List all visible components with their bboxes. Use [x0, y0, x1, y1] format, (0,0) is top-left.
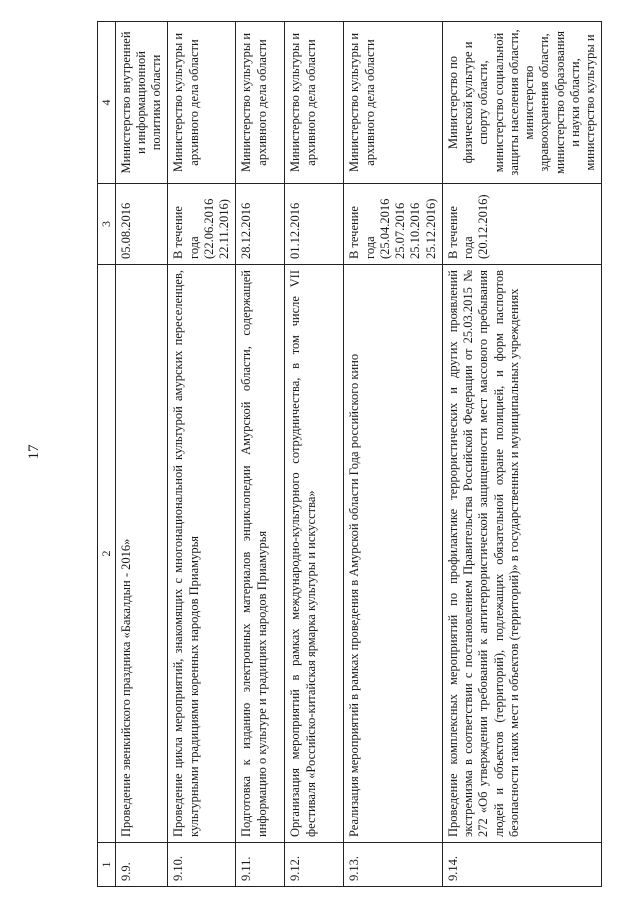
rotated-content [97, 22, 627, 887]
row-responsible: Министерство культуры и архивного дела области [236, 22, 285, 184]
deadline-line: 25.07.2016 [393, 202, 408, 259]
deadline-line: 25.10.2016 [408, 202, 423, 259]
table-row [236, 22, 285, 887]
table-row [285, 22, 344, 887]
row-number: 9.13. [344, 843, 443, 887]
table-header-row [98, 22, 116, 887]
deadline-line: года [186, 236, 201, 259]
deadline-line: В течение [347, 206, 362, 259]
row-activity: Подготовка к изданию электронных материалов энциклопедии Амурской области, содержащей информацию о культуре и традициях народов Приамурья [236, 265, 285, 843]
table-row [442, 22, 602, 887]
header-col-4: 4 [98, 22, 116, 184]
deadline-line: года [461, 236, 476, 259]
row-responsible: Министерство культуры и архивного дела области [285, 22, 344, 184]
deadline-line: 01.12.2016 [288, 202, 303, 259]
header-col-3: 3 [98, 184, 116, 265]
events-table [97, 21, 602, 887]
header-col-1: 1 [98, 843, 116, 887]
row-activity: Реализация мероприятий в рамках проведения в Амурской области Года российского кино [344, 265, 443, 843]
row-responsible: Министерство культуры и архивного дела области [168, 22, 236, 184]
table-row [115, 22, 168, 887]
row-deadline [236, 184, 285, 265]
row-number: 9.11. [236, 843, 285, 887]
deadline-line: В течение [171, 206, 186, 259]
deadline-line: 05.08.2016 [118, 202, 133, 259]
rotated-page [97, 22, 627, 887]
row-responsible: Министерство внутренней и информационной политики области [115, 22, 168, 184]
header-col-2: 2 [98, 265, 116, 843]
row-activity: Организация мероприятий в рамках международно-культурного сотрудничества, в том числе VII фестиваля «Российско-китайская ярмарка культуры и искусства» [285, 265, 344, 843]
table-row [168, 22, 236, 887]
row-activity: Проведение эвенкийского праздника «Бакалдын - 2016» [115, 265, 168, 843]
row-responsible: Министерство по физической культуре и спорту области, министерство социальной защиты населения области, министерство здравоохранения области, министерство образования и науки области, министерство культуры и [442, 22, 602, 184]
deadline-line: 28.12.2016 [239, 202, 254, 259]
deadline-line: (20.12.2016) [476, 194, 491, 259]
row-deadline [344, 184, 443, 265]
page-number: 17 [26, 444, 42, 460]
row-deadline [115, 184, 168, 265]
deadline-line: (25.04.2016 [377, 198, 392, 259]
row-activity: Проведение цикла мероприятий, знакомящих с многонациональной культурой амурских переселенцев, культурными традициями коренных народов Приамурья [168, 265, 236, 843]
row-number: 9.9. [115, 843, 168, 887]
deadline-line: года [362, 236, 377, 259]
deadline-line: В течение [445, 206, 460, 259]
deadline-line: 25.12.2016) [423, 198, 438, 259]
deadline-line: 22.11.2016) [217, 199, 232, 259]
row-responsible: Министерство культуры и архивного дела области [344, 22, 443, 184]
row-number: 9.14. [442, 843, 602, 887]
row-deadline [168, 184, 236, 265]
row-deadline [442, 184, 602, 265]
row-number: 9.10. [168, 843, 236, 887]
row-number: 9.12. [285, 843, 344, 887]
table-row [344, 22, 443, 887]
deadline-line: (22.06.2016 [201, 198, 216, 259]
row-deadline [285, 184, 344, 265]
row-activity: Проведение комплексных мероприятий по профилактике террористических и других проявлений экстремизма в соответствии с постановлением Правительства Российской Федерации от 25.03.2015 № 272 «Об утверждении требований к антитеррористической защищенности мест массового пребывания людей и объектов (территорий), подлежащих обязательной охране полицией, и форм паспортов безопасности таких мест и объектов (территорий)» в государственных и муниципальных учреждениях [442, 265, 602, 843]
